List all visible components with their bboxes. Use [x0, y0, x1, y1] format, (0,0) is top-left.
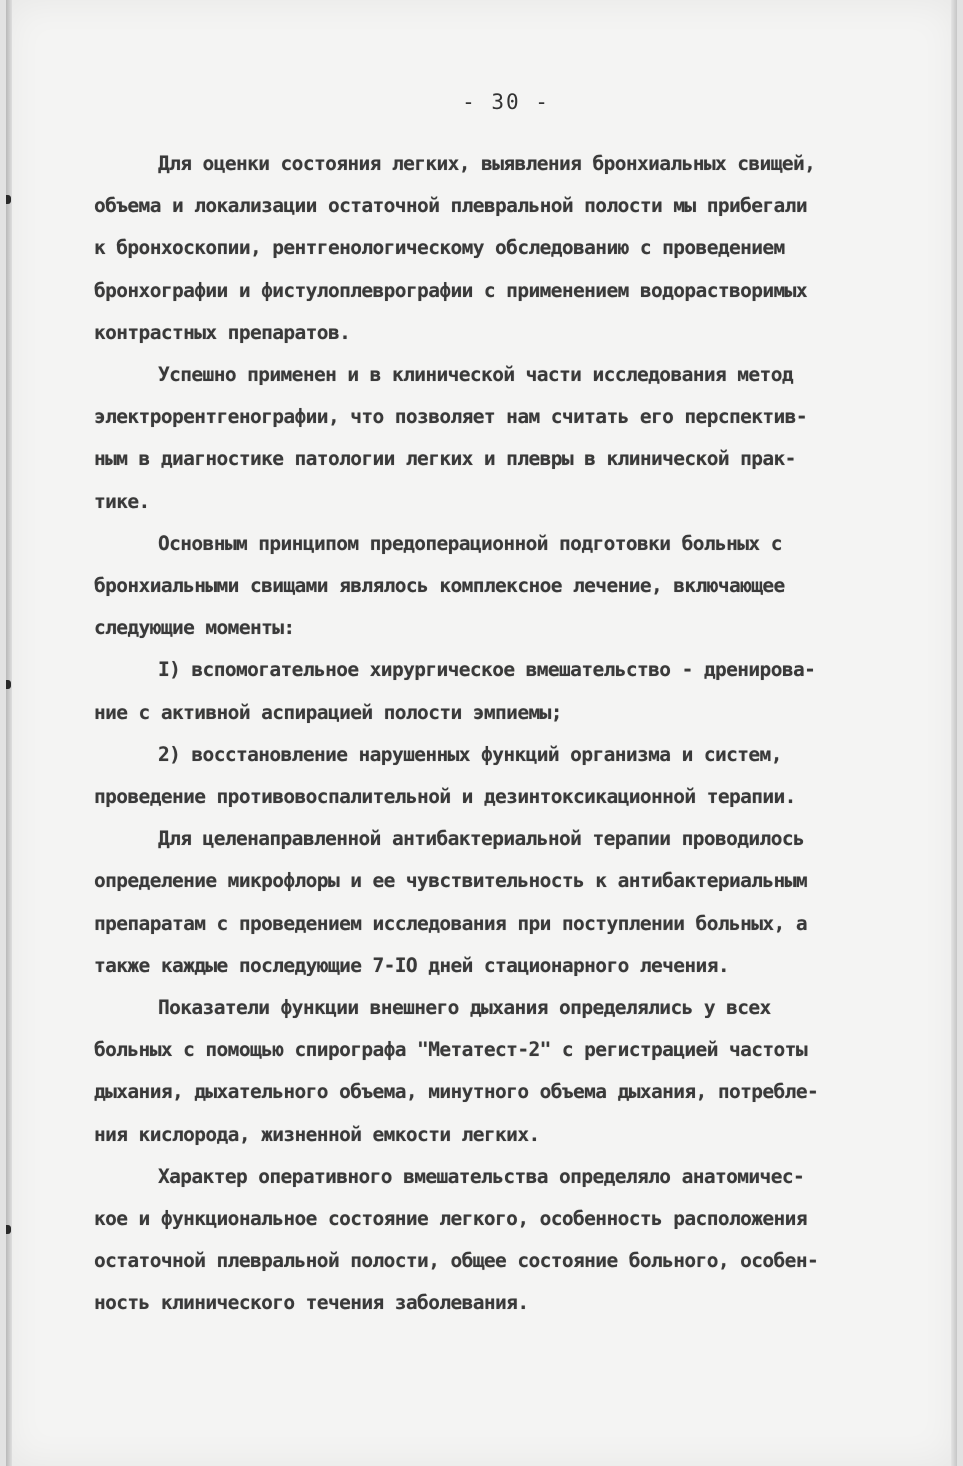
text-line: I) вспомогательное хирургическое вмешательство - дренирова- — [158, 658, 816, 682]
text-line: ние с активной аспирацией полости эмпиемы; — [94, 700, 562, 724]
text-line: 2) восстановление нарушенных функций организма и систем, — [158, 742, 782, 766]
text-line: объема и локализации остаточной плевральной полости мы прибегали — [94, 194, 807, 218]
document-page — [6, 0, 957, 1466]
text-line: проведение противовоспалительной и дезинтоксикационной терапии. — [94, 785, 796, 809]
document-body — [94, 143, 944, 1325]
text-line: электрорентгенографии, что позволяет нам считать его перспектив- — [94, 405, 807, 429]
text-line: бронхографии и фистулоплеврографии с применением водорастворимых — [94, 278, 807, 302]
text-line: больных с помощью спирографа "Метатест-2" с регистрацией частоты — [94, 1038, 807, 1062]
page-number: - 30 - — [462, 90, 550, 114]
text-line: остаточной плевральной полости, общее состояние больного, особен- — [94, 1249, 819, 1273]
text-line: тике. — [94, 489, 150, 513]
text-line: дыхания, дыхательного объема, минутного объема дыхания, потребле- — [94, 1080, 819, 1104]
text-line: определение микрофлоры и ее чувствительность к антибактериальным — [94, 869, 807, 893]
text-line: контрастных препаратов. — [94, 320, 351, 344]
text-line: кое и функциональное состояние легкого, особенность расположения — [94, 1207, 807, 1231]
text-line: ным в диагностике патологии легких и плевры в клинической прак- — [94, 447, 796, 471]
punch-hole-mark — [6, 1225, 11, 1234]
text-line: к бронхоскопии, рентгенологическому обследованию с проведением — [94, 236, 785, 260]
text-line: Показатели функции внешнего дыхания определялись у всех — [158, 996, 771, 1020]
text-line: следующие моменты: — [94, 616, 295, 640]
text-line: Успешно применен и в клинической части исследования метод — [158, 363, 793, 387]
text-line: бронхиальными свищами являлось комплексное лечение, включающее — [94, 574, 785, 598]
text-line: Основным принципом предоперационной подготовки больных с — [158, 531, 782, 555]
text-line: также каждые последующие 7-IO дней стационарного лечения. — [94, 953, 729, 977]
page-right-edge — [951, 0, 957, 1466]
punch-hole-mark — [6, 680, 11, 689]
text-line: Для целенаправленной антибактериальной терапии проводилось — [158, 827, 805, 851]
punch-hole-mark — [6, 195, 11, 204]
text-line: препаратам с проведением исследования при поступлении больных, а — [94, 911, 807, 935]
text-line: Для оценки состояния легких, выявления бронхиальных свищей, — [158, 152, 816, 175]
text-line: ния кислорода, жизненной емкости легких. — [94, 1122, 540, 1146]
text-line: Характер оперативного вмешательства определяло анатомичес- — [158, 1164, 805, 1188]
text-line: ность клинического течения заболевания. — [94, 1291, 529, 1315]
page-left-edge — [6, 0, 12, 1466]
